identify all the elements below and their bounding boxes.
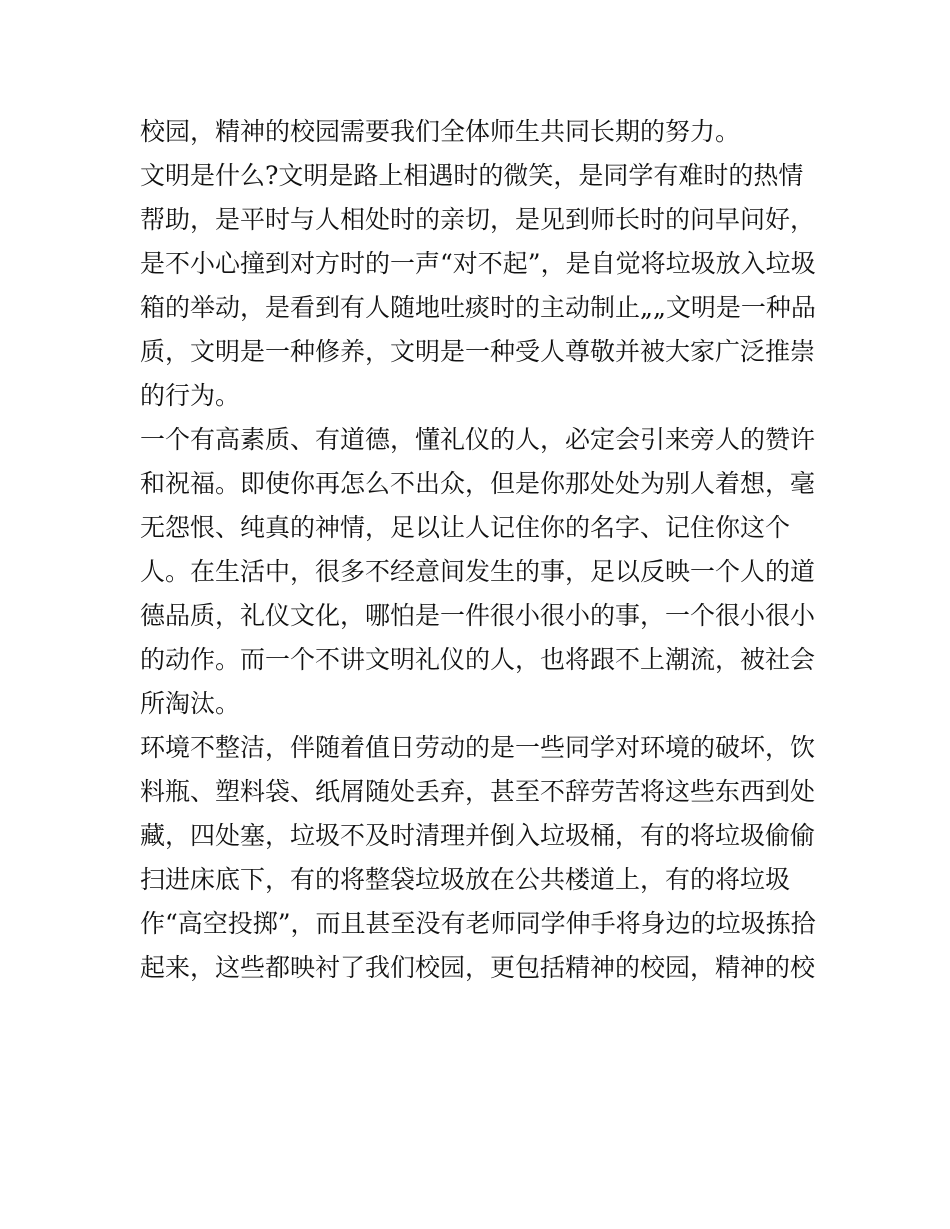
text-line: 的动作。而一个不讲文明礼仪的人，也将跟不上潮流，被社会 [140,645,816,674]
text-line: 人。在生活中，很多不经意间发生的事，足以反映一个人的道 [140,557,816,586]
text-line: 扫进床底下，有的将整袋垃圾放在公共楼道上，有的将垃圾 [140,865,791,894]
text-line: 的行为。 [140,381,241,410]
text-line: 藏，四处塞，垃圾不及时清理并倒入垃圾桶，有的将垃圾偷偷 [140,821,816,850]
text-line: 料瓶、塑料袋、纸屑随处丢弃，甚至不辞劳苦将这些东西到处 [140,777,816,806]
text-line: 箱的举动，是看到有人随地吐痰时的主动制止„„文明是一种品 [140,293,816,322]
text-line: 校园，精神的校园需要我们全体师生共同长期的努力。 [140,117,741,146]
text-line: 作“高空投掷”，而且甚至没有老师同学伸手将身边的垃圾拣拾 [140,909,816,938]
text-line: 文明是什么?文明是路上相遇时的微笑，是同学有难时的热情 [140,161,804,190]
text-line: 是不小心撞到对方时的一声“对不起”，是自觉将垃圾放入垃圾 [140,249,816,278]
text-line: 质，文明是一种修养，文明是一种受人尊敬并被大家广泛推崇 [140,337,816,366]
text-line: 起来，这些都映衬了我们校园，更包括精神的校园，精神的校 [140,953,816,982]
text-line: 一个有高素质、有道德，懂礼仪的人，必定会引来旁人的赞许 [140,425,816,454]
text-line: 和祝福。即使你再怎么不出众，但是你那处处为别人着想，毫 [140,469,816,498]
text-line: 帮助，是平时与人相处时的亲切，是见到师长时的问早问好， [140,205,816,234]
text-line: 所淘汰。 [140,689,241,718]
body-text [140,110,820,990]
text-line: 无怨恨、纯真的神情，足以让人记住你的名字、记住你这个 [140,513,791,542]
text-line: 环境不整洁，伴随着值日劳动的是一些同学对环境的破坏，饮 [140,733,816,762]
text-line: 德品质，礼仪文化，哪怕是一件很小很小的事，一个很小很小 [140,601,816,630]
